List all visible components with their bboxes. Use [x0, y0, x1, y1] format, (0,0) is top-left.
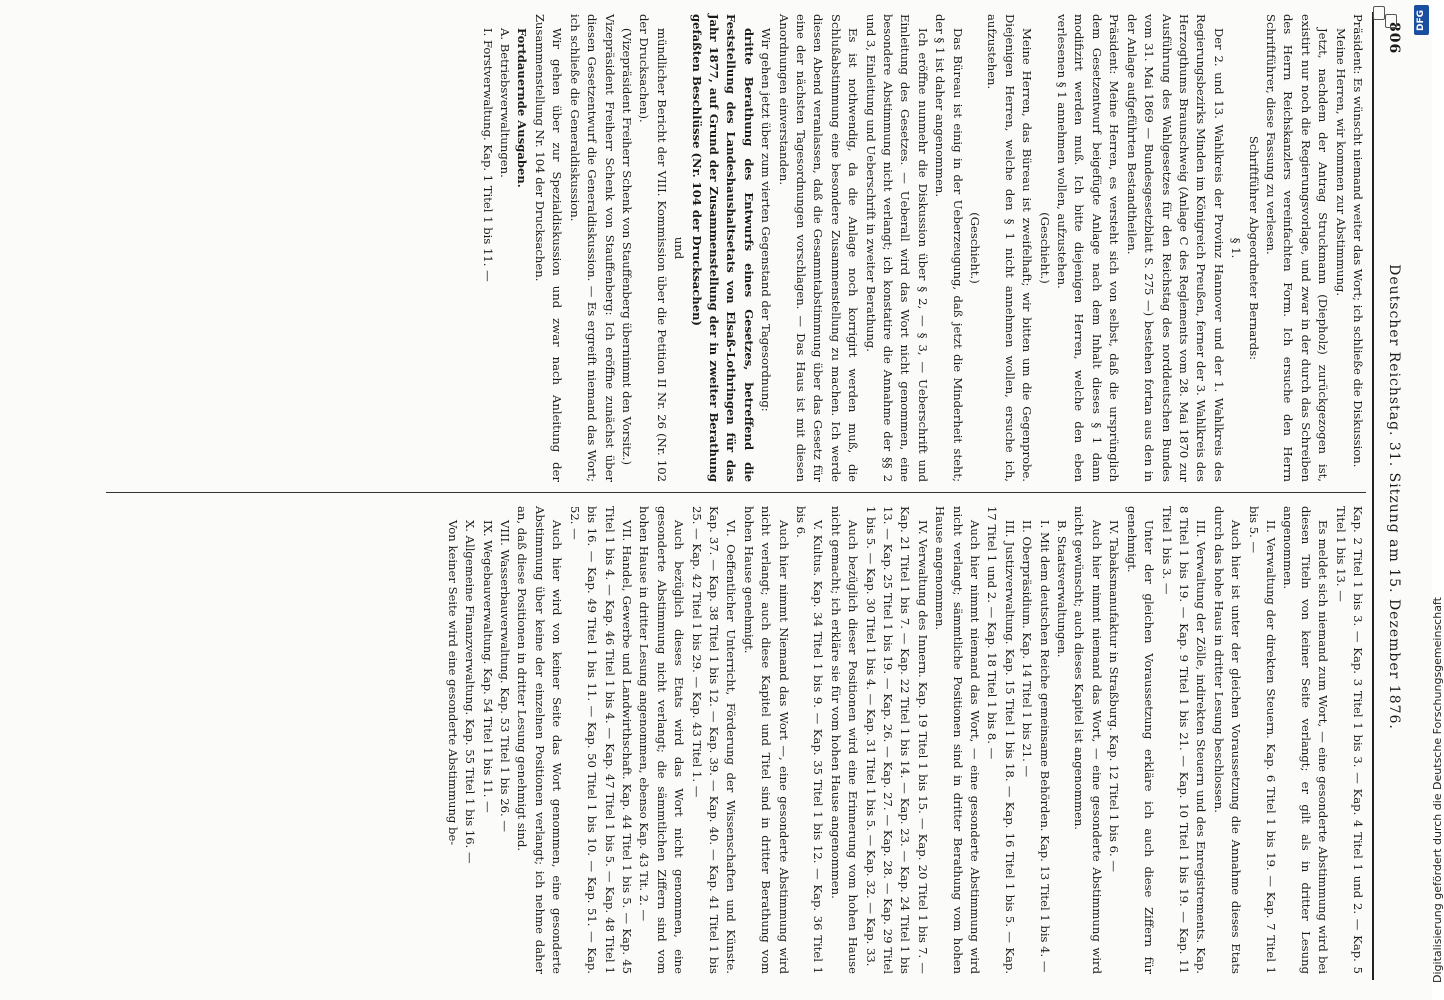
- paragraph: Auch hier nimmt niemand das Wort, — eine gesonderte Abstimmung wird nicht gewünscht; auch dieses Kapitel ist angenommen.: [1072, 506, 1104, 974]
- paragraph: Auch hier nimmt Niemand das Wort —, eine gesonderte Abstimmung wird nicht verlangt; auch diese Kapitel und Titel sind in dritter Berathung vom hohen Hause genehmigt.: [741, 506, 791, 974]
- paragraph: Auch hier nimmt niemand das Wort, — eine gesonderte Abstimmung wird nicht verlangt; sämmtliche Positionen sind in dritter Berathung vom hohen Hause angenommen.: [933, 506, 983, 974]
- paragraph: Vizepräsident Freiherr Schenk von Stauffenberg: Ich eröffne zunächst über diesen Gesetzentwurf die Generaldiskussion. — Es ergreift niemand das Wort; ich schließe die Generaldiskussion.: [567, 14, 617, 482]
- paragraph: III. Verwaltung der Zölle, indirekten Steuern und des Enregistrements. Kap. 8 Titel 1 bis 19. — Kap. 9 Titel 1 bis 21. — Kap. 10 Titel 1 bis 19. — Kap. 11 Titel 1 bis 3. —: [1159, 506, 1209, 974]
- paragraph: Es meldet sich niemand zum Wort, — eine gesonderte Abstimmung wird bei diesen Titeln von keiner Seite verlangt; er gilt als in dritter Lesung angenommen.: [1281, 506, 1331, 974]
- paragraph: A. Betriebsverwaltungen.: [498, 28, 513, 178]
- paragraph: B. Staatsverwaltungen.: [1055, 520, 1070, 658]
- paragraph: II. Oberpräsidium. Kap. 14 Titel 1 bis 21. —: [1020, 520, 1035, 778]
- paragraph: Auch bezüglich dieses Etats wird das Wort nicht genommen, eine gesonderte Abstimmung nicht verlangt; die sämmtlichen Ziffern sind vom hohen Hause in dritter Lesung angenommen, ebenso Kap. 43 Tit. 2. —: [637, 506, 687, 974]
- paragraph: Wir gehen über zur Spezialdiskussion und zwar nach Anleitung der Zusammenstellung Nr. 104 der Drucksachen.: [532, 14, 565, 482]
- paragraph: VI. Oeffentlicher Unterricht, Förderung der Wissenschaften und Künste. Kap. 37. — Kap. 38 Titel 1 bis 12. — Kap. 39. — Kap. 40. — Kap. 41 Titel 1 bis 25. — Kap. 42 Titel 1 bis 29. — Kap. 43 Titel 1. —: [689, 506, 739, 974]
- paragraph: Kap. 2 Titel 1 bis 3. — Kap. 3 Titel 1 bis 3. — Kap. 4 Titel 1 und 2. — Kap. 5 Titel 1 bis 13. —: [1333, 506, 1365, 974]
- paragraph: Präsident: Es wünscht niemand weiter das Wort; ich schließe die Diskussion.: [1351, 14, 1365, 468]
- left-column: [478, 14, 1366, 482]
- paragraph: IV. Tabaksmanufaktur in Straßburg. Kap. 12 Titel 1 bis 6. —: [1107, 520, 1122, 872]
- paragraph: Auch bezüglich dieser Positionen wird eine Erinnerung vom hohen Hause nicht gemacht; ich erkläre sie für vom hohen Hause angenommen.: [828, 506, 861, 974]
- paragraph: VII. Handel, Gewerbe und Landwirthschaft. Kap. 44 Titel 1 bis 5. — Kap. 45 Titel 1 bis 4. — Kap. 46 Titel 1 bis 4. — Kap. 47 Titel 1 bis 5. — Kap. 48 Titel 1 bis 16. — Kap. 49 Titel 1 bis 11. — Kap. 50 Titel 1 bis 10. — Kap. 51. — Kap. 52. —: [567, 506, 634, 974]
- page-title: Deutscher Reichstag. 31. Sitzung am 15. Dezember 1876.: [1386, 264, 1402, 730]
- page-number: 806: [1386, 22, 1402, 55]
- paragraph: dritte Berathung des Entwurfs eines Gesetzes, betreffend die Feststellung des Landeshaushaltsetats von Elsaß-Lothringen für das Jahr 1877, auf Grund der Zusammenstellung der in zweiter Berathung gefaßten Beschlüsse (Nr. 104 der Drucksachen): [689, 14, 756, 482]
- paragraph: VIII. Wasserbauverwaltung. Kap. 53 Titel 1 bis 26. —: [498, 520, 513, 832]
- paragraph: Fortdauernde Ausgaben.: [515, 28, 530, 188]
- corner-mark: [1371, 4, 1399, 32]
- page-header: [1380, 22, 1402, 972]
- paragraph: (Geschieht.): [1037, 212, 1052, 284]
- paragraph: Meine Herren, wir kommen zur Abstimmung.: [1333, 28, 1348, 297]
- header-rule: [1372, 12, 1374, 980]
- column-divider: [106, 492, 1366, 493]
- paragraph: Präsident: Meine Herren, es versteht sich von selbst, daß die ursprünglich dem Gesetzentwurf beigefügte Anlage nach dem Inhalt dieses § 1 dann modifizirt werden muß. Ich bitte diejenigen Herren, welche den eben verlesenen § 1 annehmen wollen, aufzustehen.: [1055, 14, 1122, 482]
- paragraph: Unter der gleichen Voraussetzung erkläre ich auch diese Ziffern für genehmigt.: [1124, 506, 1157, 974]
- paragraph: (Geschieht.): [968, 212, 983, 284]
- dfg-logo-text: DFG: [1416, 9, 1426, 31]
- paragraph: Von keiner Seite wird eine gesonderte Abstimmung be-: [445, 520, 460, 846]
- corner-mark-box: [1385, 14, 1397, 28]
- paragraph: Wir gehen jetzt über zum vierten Gegenstand der Tagesordnung:: [759, 28, 774, 412]
- paragraph: Das Büreau ist einig in der Ueberzeugung, daß jetzt die Minderheit steht; der § 1 ist daher angenommen.: [933, 14, 965, 482]
- paragraph: Auch hier wird von keiner Seite das Wort genommen, eine gesonderte Abstimmung über keine der einzelnen Positionen verlangt; ich nehme daher an, daß diese Positionen in dritter Lesung genehmigt sind.: [515, 506, 565, 974]
- paragraph: (Vizepräsident Freiherr Schenk von Stauffenberg übernimmt den Vorsitz.): [619, 28, 634, 466]
- paragraph: Ich eröffne nunmehr die Diskussion über § 2, — § 3, — Ueberschrift und Einleitung des Gesetzes. — Ueberall wird das Wort nicht genommen, eine besondere Abstimmung nicht verlangt; ich konstatire die Annahme der §§ 2 und 3, Einleitung und Ueberschrift in zweiter Berathung.: [863, 14, 930, 482]
- paragraph: IX. Wegebauverwaltung. Kap. 54 Titel 1 bis 11. —: [480, 520, 495, 813]
- paragraph: V. Kultus. Kap. 34 Titel 1 bis 9. — Kap. 35 Titel 1 bis 12. — Kap. 36 Titel 1 bis 6.: [794, 506, 826, 974]
- side-strip: [1411, 0, 1444, 1000]
- paragraph: Schriftführer Abgeordneter Bernards:: [1246, 135, 1261, 361]
- paragraph: Jetzt, nachdem der Antrag Struckmann (Diepholz) zurückgezogen ist, existirt nur noch die Regierungsvorlage, und zwar in der durch das Schreiben des Herrn Reichskanzlers vereinfachten Form. Ich ersuche den Herrn Schriftführer, diese Fassung zu verlesen.: [1263, 14, 1331, 482]
- paragraph: X. Allgemeine Finanzverwaltung. Kap. 55 Titel 1 bis 16. —: [463, 520, 478, 864]
- paragraph: mündlicher Bericht der VIII. Kommission über die Petition II Nr. 26 (Nr. 102 der Drucksachen).: [637, 14, 669, 482]
- paragraph: I. Forstverwaltung. Kap. 1 Titel 1 bis 11. —: [480, 28, 495, 282]
- paragraph: II. Verwaltung der direkten Steuern. Kap. 6 Titel 1 bis 19. — Kap. 7 Titel 1 bis 5. —: [1246, 506, 1278, 974]
- paragraph: Auch hier ist unter der gleichen Voraussetzung die Annahme dieses Etats durch das hohe Haus in dritter Lesung beschlossen.: [1211, 506, 1244, 974]
- right-column: [443, 506, 1366, 974]
- paragraph: Der 2. und 13. Wahlkreis der Provinz Hannover und der 1. Wahlkreis des Regierungsbezirks Minden im Königreich Preußen, ferner der 3. Wahlkreis des Herzogthums Braunschweig (Anlage C des Reglements vom 28. Mai 1870 zur Ausführung des Wahlgesetzes für den Reichstag des norddeutschen Bundes vom 31. Mai 1869 — Bundesgesetzblatt S. 275 —) bestehen fortan aus den in der Anlage aufgeführten Bestandtheilen.: [1124, 14, 1226, 482]
- paragraph: und: [672, 236, 687, 260]
- digitization-credit: Digitalisierung gefördert durch die Deutsche Forschungsgemeinschaft: [1431, 597, 1444, 983]
- paragraph: Es ist nothwendig, da die Anlage noch korrigirt werden muß, die Schlußabstimmung eine besondere Zusammenstellung zu machen. Ich werde diesen Abend veranlassen, daß die Gesammtabstimmung über das Gesetz für eine der nächsten Tagesordnungen vorschlagen. — Das Haus ist mit diesen Anordnungen einverstanden.: [776, 14, 861, 482]
- paragraph: IV. Verwaltung des Innern. Kap. 19 Titel 1 bis 15. — Kap. 20 Titel 1 bis 7. — Kap. 21 Titel 1 bis 7. — Kap. 22 Titel 1 bis 14. — Kap. 23. — Kap. 24 Titel 1 bis 13. — Kap. 25 Titel 1 bis 19. — Kap. 26. — Kap. 27. — Kap. 28. — Kap. 29 Titel 1 bis 5. — Kap. 30 Titel 1 bis 4. — Kap. 31 Titel 1 bis 5. — Kap. 32. — Kap. 33.: [863, 506, 930, 974]
- dfg-logo: [1414, 5, 1429, 35]
- paragraph: § 1.: [1229, 237, 1244, 259]
- paragraph: Meine Herren, das Büreau ist zweifelhaft; wir bitten um die Gegenprobe. Diejenigen Herren, welche den § 1 nicht annehmen wollen, ersuche ich, aufzustehen.: [985, 14, 1035, 482]
- paragraph: I. Mit dem deutschen Reiche gemeinsame Behörden. Kap. 13 Titel 1 bis 4. —: [1037, 520, 1052, 973]
- corner-mark-box: [1373, 6, 1385, 20]
- paragraph: III. Justizverwaltung. Kap. 15 Titel 1 bis 18. — Kap. 16 Titel 1 bis 5. — Kap. 17 Titel 1 und 2. — Kap. 18 Titel 1 bis 8. —: [985, 506, 1017, 974]
